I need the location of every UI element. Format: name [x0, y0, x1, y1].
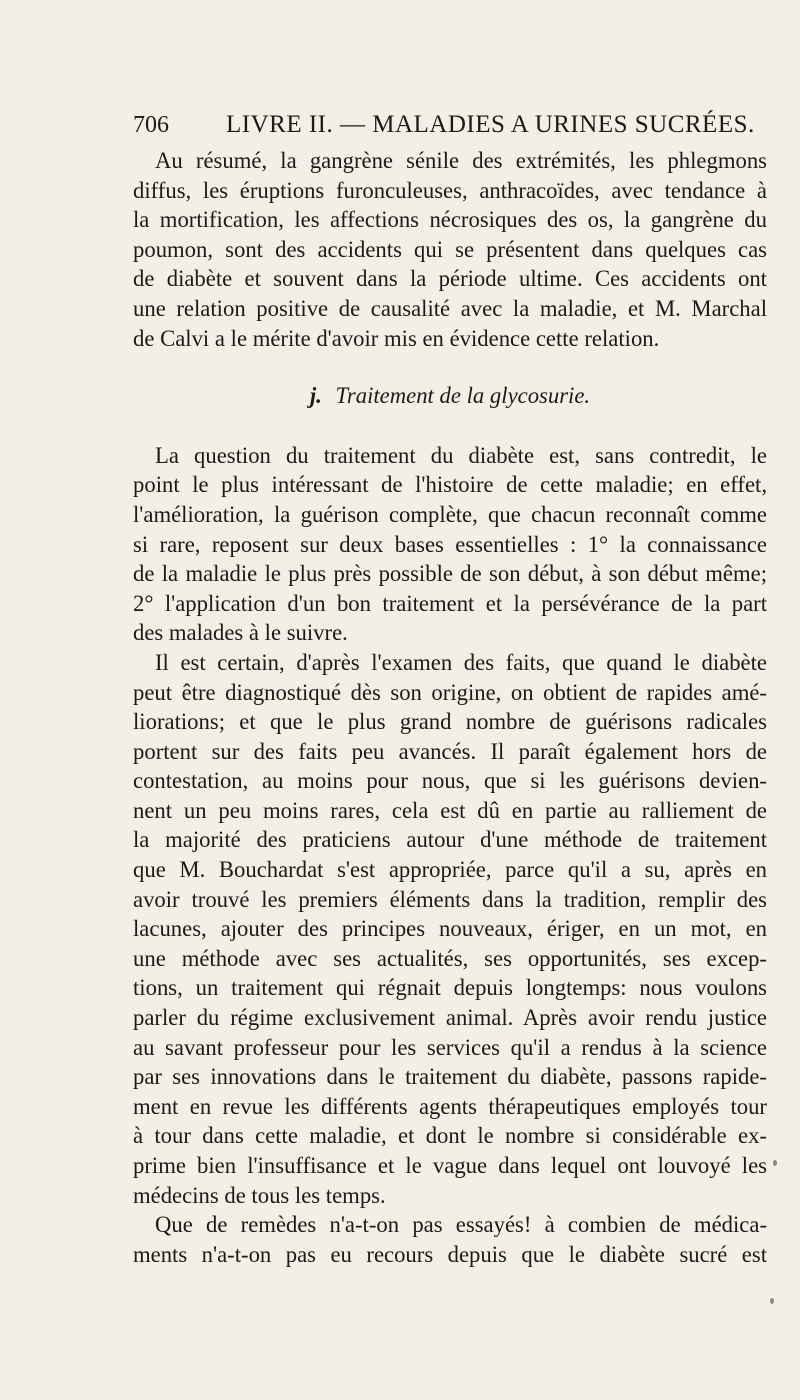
page-number: 706	[133, 112, 169, 138]
text-line: poumon, sont des accidents qui se présentent dans quelques cas	[133, 236, 767, 262]
text-line: lacunes, ajouter des principes nouveaux, ériger, en un mot, en	[133, 916, 767, 942]
text-line: avoir trouvé les premiers éléments dans la tradition, remplir des	[133, 886, 767, 912]
text-line: Au résumé, la gangrène sénile des extrémités, les phlegmons	[155, 148, 767, 173]
text-line: contestation, au moins pour nous, que si les guérisons devien-	[133, 768, 767, 794]
text-line: prime bien l'insuffisance et le vague dans lequel ont louvoyé les	[133, 1153, 767, 1178]
text-line: ments n'a-t-on pas eu recours depuis que le diabète sucré est	[133, 1241, 767, 1267]
text-line: peut être diagnostiqué dès son origine, on obtient de rapides amé-	[133, 679, 767, 705]
text-line: l'amélioration, la guérison complète, que chacun reconnaît comme	[133, 501, 767, 527]
paper-speck	[770, 1298, 774, 1304]
text-line: point le plus intéressant de l'histoire de cette maladie; en effet,	[133, 472, 767, 498]
text-line: une méthode avec ses actualités, ses opportunités, ses excep-	[133, 945, 767, 971]
text-line: si rare, reposent sur deux bases essentielles : 1° la connaissance	[133, 531, 767, 557]
text-line: que M. Bouchardat s'est appropriée, parce qu'il a su, après en	[133, 857, 767, 883]
text-line: diffus, les éruptions furonculeuses, anthracoïdes, avec tendance à	[133, 177, 767, 203]
page-header	[133, 108, 773, 142]
text-line: tions, un traitement qui régnait depuis longtemps: nous voulons	[133, 975, 767, 1001]
text-line: au savant professeur pour les services qu'il a rendus à la science	[133, 1034, 767, 1060]
paragraph-bouchardat-method	[133, 648, 767, 1210]
text-line: de diabète et souvent dans la période ultime. Ces accidents ont	[133, 266, 767, 292]
text-line: de Calvi a le mérite d'avoir mis en évidence cette relation.	[133, 325, 660, 351]
text-line: liorations; et que le plus grand nombre de guérisons radicales	[133, 709, 767, 735]
section-title: Traitement de la glycosurie.	[335, 383, 591, 409]
paper-speck	[773, 1160, 777, 1166]
text-line: Il est certain, d'après l'examen des faits, que quand le diabète	[155, 649, 767, 675]
section-heading	[133, 381, 767, 411]
paragraph-gangrene-summary	[133, 146, 767, 353]
running-head: LIVRE II. — MALADIES A URINES SUCRÉES.	[226, 111, 755, 138]
text-line: nent un peu moins rares, cela est dû en partie au ralliement de	[133, 797, 767, 823]
text-line: 2° l'application d'un bon traitement et la persévérance de la part	[133, 590, 767, 616]
text-line: parler du régime exclusivement animal. Après avoir rendu justice	[133, 1005, 767, 1031]
paragraph-remedies	[133, 1210, 767, 1269]
text-line: Que de remèdes n'a-t-on pas essayés! à combien de médica-	[155, 1212, 767, 1238]
text-line: ment en revue les différents agents thérapeutiques employés tour	[133, 1093, 767, 1119]
text-line: la majorité des praticiens autour d'une méthode de traitement	[133, 827, 767, 853]
paragraph-treatment-question	[133, 441, 767, 648]
text-line: portent sur des faits peu avancés. Il paraît également hors de	[133, 738, 767, 764]
text-line: La question du traitement du diabète est, sans contredit, le	[155, 442, 767, 468]
body-text	[133, 146, 767, 1269]
text-line: de la maladie le plus près possible de son début, à son début même;	[133, 561, 767, 587]
text-line: la mortification, les affections nécrosiques des os, la gangrène du	[133, 207, 767, 233]
text-line: des malades à le suivre.	[133, 620, 348, 646]
text-line: une relation positive de causalité avec la maladie, et M. Marchal	[133, 295, 767, 321]
text-line: médecins de tous les temps.	[133, 1182, 386, 1208]
section-letter: j.	[309, 383, 322, 409]
text-line: par ses innovations dans le traitement du diabète, passons rapide-	[133, 1064, 767, 1090]
text-line: à tour dans cette maladie, et dont le nombre si considérable ex-	[133, 1123, 767, 1149]
